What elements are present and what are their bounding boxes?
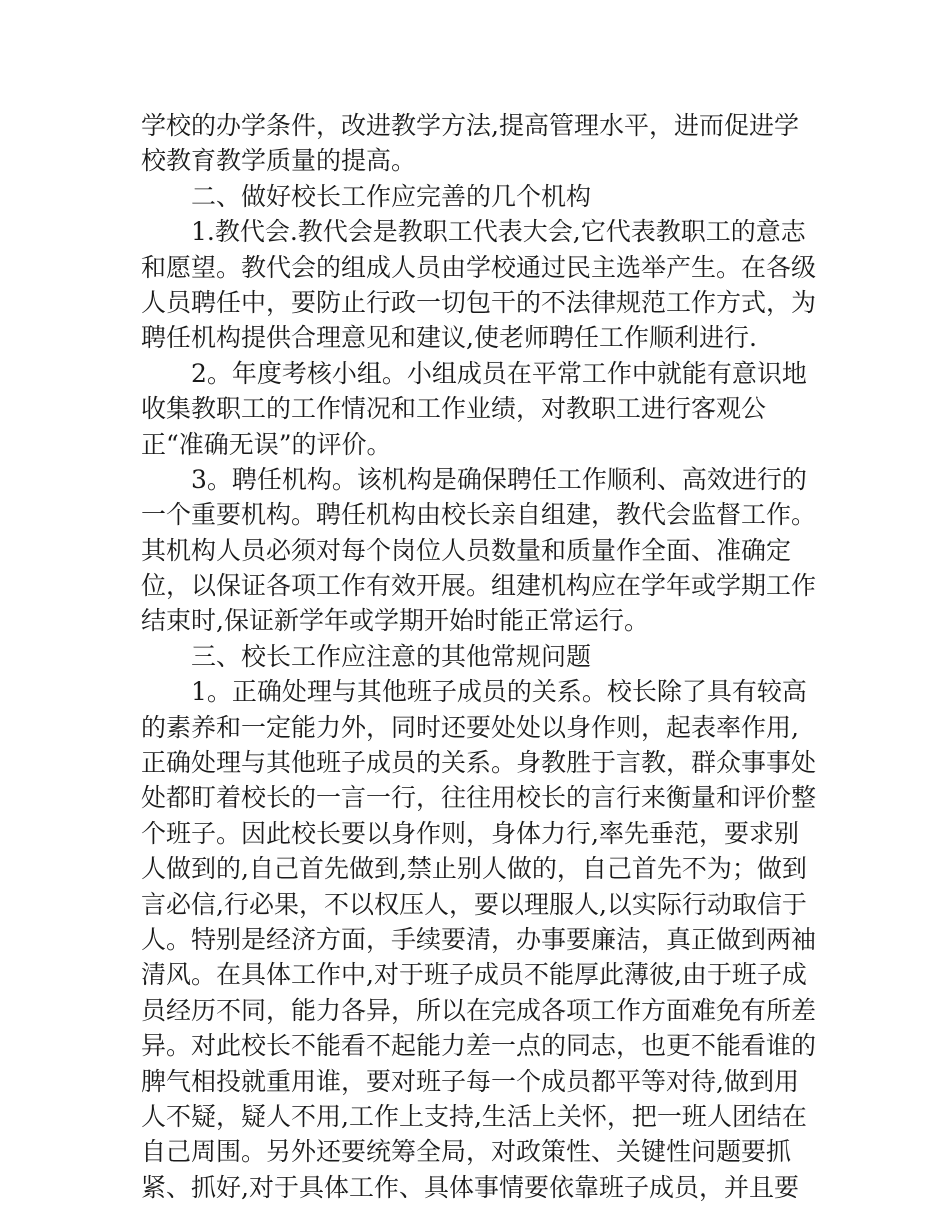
- text-line: 言必信,行必果，不以权压人，要以理服人,以实际行动取信于: [141, 889, 807, 919]
- text-line: 清风。在具体工作中,对于班子成员不能厚此薄彼,由于班子成: [141, 960, 807, 990]
- text-line: 员经历不同，能力各异，所以在完成各项工作方面难免有所差: [141, 995, 817, 1025]
- text-line: 处都盯着校长的一言一行，往往用校长的言行来衡量和评价整: [141, 783, 817, 813]
- text-line: 位，以保证各项工作有效开展。组建机构应在学年或学期工作: [141, 571, 817, 601]
- text-line: 2。年度考核小组。小组成员在平常工作中就能有意识地: [191, 358, 807, 388]
- text-line: 异。对此校长不能看不起能力差一点的同志，也更不能看谁的: [141, 1031, 817, 1061]
- text-line: 正确处理与其他班子成员的关系。身教胜于言教，群众事事处: [141, 748, 817, 778]
- text-line: 人。特别是经济方面，手续要清，办事要廉洁，真正做到两袖: [141, 924, 817, 954]
- text-line: 其机构人员必须对每个岗位人员数量和质量作全面、准确定: [141, 535, 792, 565]
- text-line: 3。聘任机构。该机构是确保聘任工作顺利、高效进行的: [191, 464, 807, 494]
- text-line: 人不疑，疑人不用,工作上支持,生活上关怀，把一班人团结在: [141, 1101, 807, 1131]
- text-line: 人做到的,自己首先做到,禁止别人做的，自己首先不为；做到: [141, 854, 807, 884]
- body-text: [141, 108, 816, 1205]
- text-line: 正“准确无误”的评价。: [141, 429, 392, 459]
- text-line: 人员聘任中，要防止行政一切包干的不法律规范工作方式，为: [141, 287, 817, 317]
- text-line: 1.教代会.教代会是教职工代表大会,它代表教职工的意志: [191, 217, 806, 247]
- text-line: 收集教职工的工作情况和工作业绩，对教职工进行客观公: [141, 394, 767, 424]
- text-line: 聘任机构提供合理意见和建议,使老师聘任工作顺利进行.: [141, 323, 757, 353]
- text-line: 校教育教学质量的提高。: [141, 146, 417, 176]
- text-line: 一个重要机构。聘任机构由校长亲自组建，教代会监督工作。: [141, 500, 817, 530]
- text-line: 紧、抓好,对于具体工作、具体事情要依靠班子成员，并且要: [141, 1172, 799, 1202]
- text-line: 三、校长工作应注意的其他常规问题: [191, 641, 592, 671]
- text-line: 学校的办学条件，改进教学方法,提高管理水平，进而促进学: [141, 111, 799, 140]
- text-line: 二、做好校长工作应完善的几个机构: [191, 181, 592, 211]
- text-line: 个班子。因此校长要以身作则，身体力行,率先垂范，要求别: [141, 818, 799, 848]
- text-line: 结束时,保证新学年或学期开始时能正常运行。: [141, 606, 649, 636]
- text-line: 的素养和一定能力外，同时还要处处以身作则，起表率作用,: [141, 712, 799, 742]
- text-line: 脾气相投就重用谁，要对班子每一个成员都平等对待,做到用: [141, 1066, 799, 1096]
- text-line: 自己周围。另外还要统筹全局，对政策性、关键性问题要抓: [141, 1137, 792, 1167]
- text-line: 和愿望。教代会的组成人员由学校通过民主选举产生。在各级: [141, 252, 817, 282]
- text-line: 1。正确处理与其他班子成员的关系。校长除了具有较高: [191, 677, 807, 707]
